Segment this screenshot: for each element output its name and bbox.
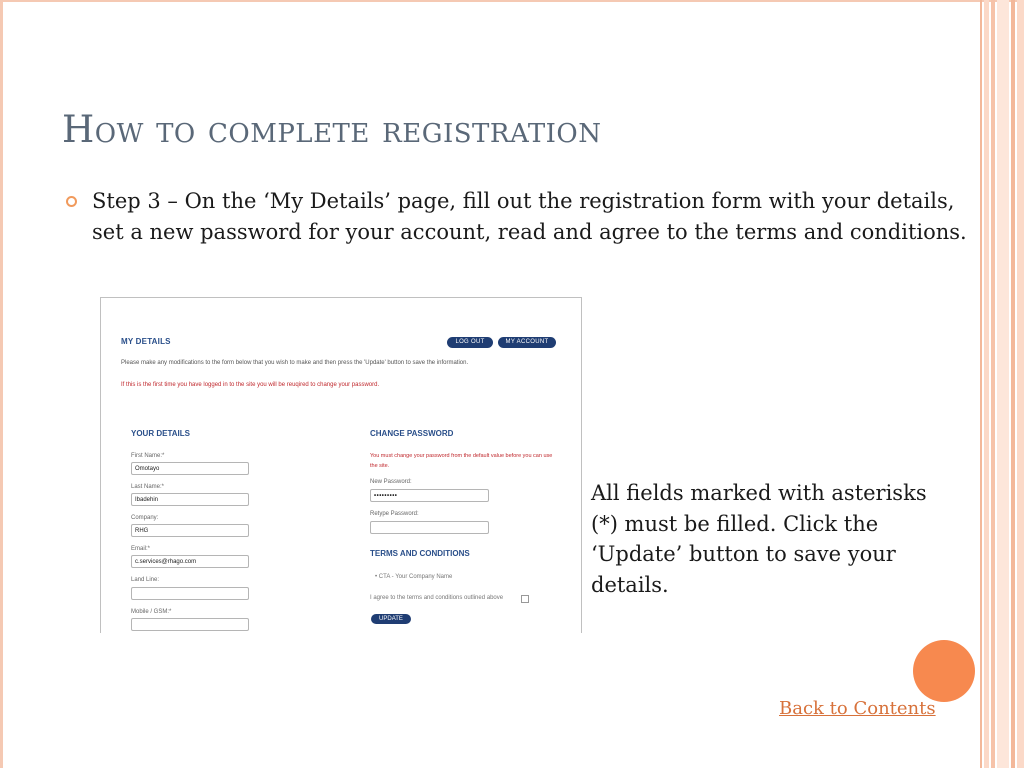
slide-title: How to complete registration [62, 108, 602, 151]
new-password-label: New Password: [370, 479, 412, 485]
terms-heading: TERMS AND CONDITIONS [370, 549, 470, 558]
intro-text: Please make any modifications to the form below that you wish to make and then press the 'Update' button to save the information. [121, 360, 469, 366]
terms-item: • CTA - Your Company Name [375, 574, 453, 580]
stripe [991, 0, 995, 768]
my-details-heading: MY DETAILS [121, 337, 171, 346]
company-field[interactable]: RHG [131, 524, 249, 537]
side-note: All fields marked with asterisks (*) must be filled. Click the ‘Update’ button to save your details. [591, 481, 927, 597]
landline-field[interactable] [131, 587, 249, 600]
last-name-field[interactable]: Ibadehin [131, 493, 249, 506]
password-warning: If this is the first time you have logged in to the site you will be reuqired to change your password. [121, 382, 380, 388]
first-name-field[interactable]: Omotayo [131, 462, 249, 475]
bullet-icon [66, 196, 77, 207]
decorative-stripes [980, 0, 1024, 768]
logout-button[interactable]: LOG OUT [447, 337, 493, 348]
stripe [1017, 0, 1024, 768]
retype-password-field[interactable] [370, 521, 489, 534]
landline-label: Land Line: [131, 577, 160, 583]
password-notice: You must change your password from the default value before you can use the site. [370, 453, 553, 469]
stripe [1011, 0, 1015, 768]
change-password-heading: CHANGE PASSWORD [370, 429, 454, 438]
first-name-label: First Name:* [131, 453, 165, 459]
company-label: Company: [131, 515, 159, 521]
mobile-label: Mobile / GSM:* [131, 609, 172, 615]
update-button[interactable]: UPDATE [371, 614, 411, 624]
your-details-heading: YOUR DETAILS [131, 429, 190, 438]
back-to-contents-link[interactable]: Back to Contents [779, 698, 936, 719]
mobile-field[interactable] [131, 618, 249, 631]
slide-left-border [0, 0, 3, 768]
decorative-circle [913, 640, 975, 702]
my-account-button[interactable]: MY ACCOUNT [498, 337, 556, 348]
email-field[interactable]: c.services@rhago.com [131, 555, 249, 568]
stripe [980, 0, 982, 768]
step-text: Step 3 – On the ‘My Details’ page, fill out the registration form with your details, set a new password for your account, read and agree to the terms and conditions. [92, 189, 967, 244]
screenshot-content [101, 298, 581, 633]
last-name-label: Last Name:* [131, 484, 165, 490]
retype-password-label: Retype Password: [370, 511, 419, 517]
new-password-field[interactable]: ••••••••• [370, 489, 489, 502]
agree-label: I agree to the terms and conditions outlined above [370, 595, 504, 601]
email-label: Email:* [131, 546, 151, 552]
stripe [984, 0, 989, 768]
embedded-screenshot [100, 297, 582, 633]
agree-checkbox[interactable] [521, 595, 529, 603]
stripe [997, 0, 1009, 768]
slide-top-border [0, 0, 1024, 2]
